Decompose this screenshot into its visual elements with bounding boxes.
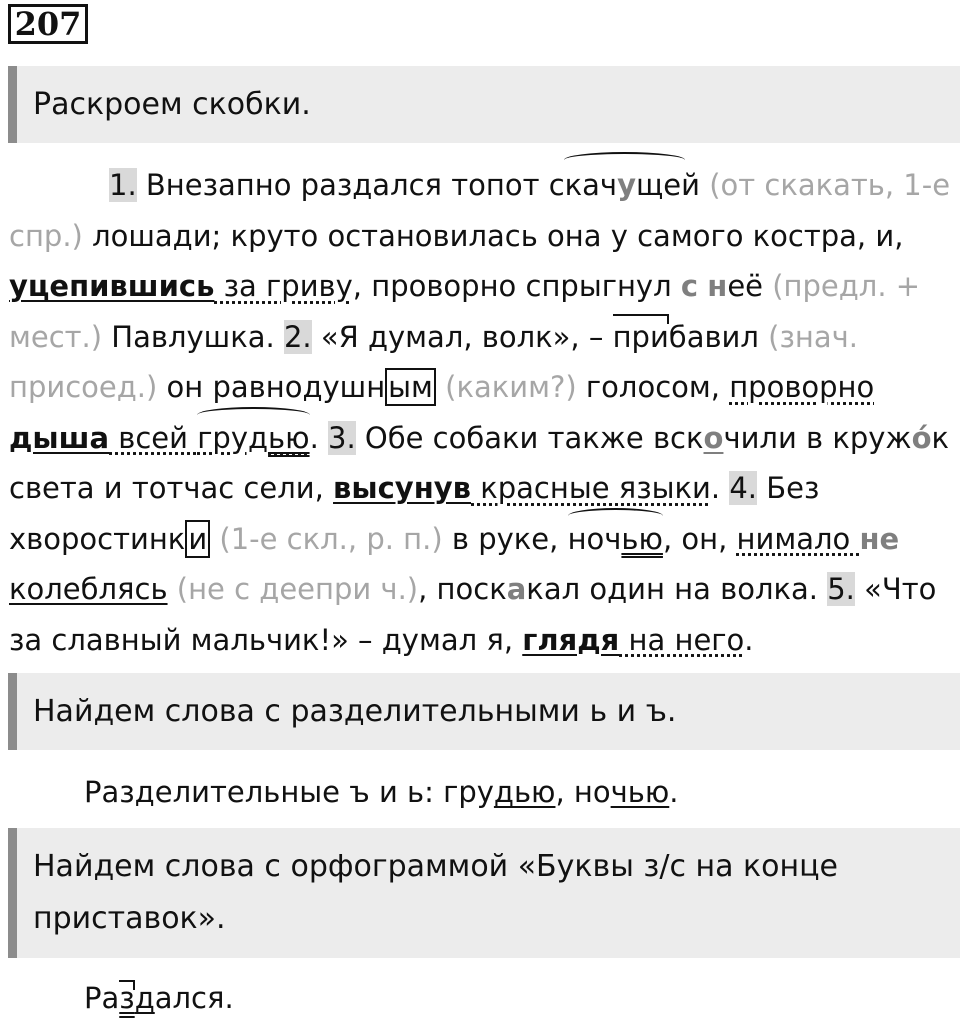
- participle-word: высунув: [333, 471, 471, 505]
- section-heading-text: Найдем слова с разделительными ь и ъ.: [33, 694, 677, 729]
- text-run: в руке,: [442, 521, 568, 556]
- text-run: за славный мальчик!» – думал я,: [9, 622, 523, 657]
- text-run: Внезапно раздался топот: [136, 168, 549, 202]
- dependent-words: красные языки: [471, 471, 711, 505]
- text-run: Без: [757, 471, 820, 505]
- vowel-highlight: о: [703, 420, 724, 455]
- vowel-highlight: а: [506, 572, 527, 606]
- grammar-note: (не с деепри ч.): [176, 572, 419, 606]
- ending-box: и: [185, 520, 210, 558]
- section-heading-text: Найдем слова с орфограммой «Буквы з/с на конце приставок».: [33, 849, 839, 936]
- participle-word: глядя: [522, 622, 620, 657]
- exercise-number: 207: [8, 4, 88, 44]
- grammar-note: (каким?): [445, 370, 577, 404]
- text-run: Ра: [84, 981, 120, 1015]
- vowel-highlight: о́: [911, 420, 932, 455]
- text-run: голосом: [576, 370, 711, 404]
- text-line-7: [9, 463, 954, 514]
- text-line-5: [9, 362, 954, 413]
- text-run: .: [744, 622, 754, 657]
- text-run: её: [727, 269, 773, 303]
- prefix-letter: з: [119, 978, 134, 1018]
- section-heading-prefixes: [8, 828, 960, 958]
- text-run: чили в круж: [723, 420, 912, 455]
- text-run: ался.: [154, 981, 234, 1015]
- text-run: , поск: [418, 572, 507, 606]
- text-run: скач: [548, 168, 618, 202]
- text-run: Разделительные ъ и ь: гру: [84, 775, 494, 809]
- word-nochyu: [568, 514, 663, 565]
- text-line-6: [9, 413, 954, 464]
- prefix-pri: [613, 312, 669, 363]
- underlined-ending: дью: [493, 775, 556, 809]
- dependent-words: на него: [619, 622, 745, 657]
- text-line-1: [9, 160, 954, 211]
- text-run: б: [668, 319, 687, 354]
- sentence-number: 4.: [729, 471, 758, 505]
- section-heading-brackets: [8, 66, 960, 143]
- text-run: при: [612, 319, 669, 354]
- grammar-note: (знач.: [768, 319, 858, 354]
- letter-n: н: [707, 269, 728, 303]
- sentence-number: 3.: [328, 420, 356, 455]
- sentence-number: 1.: [109, 168, 137, 202]
- answer-prefix: [84, 978, 234, 1018]
- word-skachushchey: [549, 160, 700, 211]
- underlined-ending: чью: [610, 775, 670, 809]
- text-run: ноч: [567, 521, 622, 556]
- text-run: [210, 522, 219, 556]
- text-run: вил: [704, 319, 769, 354]
- text-run: .: [669, 775, 679, 809]
- grammar-note: присоед.): [9, 370, 158, 404]
- soft-sign-ending: ью: [621, 521, 663, 556]
- dependent-words: проворно: [729, 370, 875, 404]
- text-line-10: [9, 615, 954, 666]
- text-run: .: [710, 471, 730, 505]
- participle-word: уцепившись: [9, 269, 215, 303]
- text-line-8: [9, 514, 954, 565]
- text-run: ,: [710, 370, 730, 404]
- dependent-words: нимало: [736, 521, 860, 556]
- section-heading-text: Раскроем скобки.: [33, 87, 311, 122]
- text-run: «Я думал, волк», –: [311, 319, 613, 354]
- text-run: [168, 572, 177, 606]
- text-run: «Что: [854, 572, 937, 606]
- exercise-text: [9, 160, 954, 665]
- word-grudyu: [197, 413, 309, 464]
- text-run: груд: [197, 420, 269, 455]
- particle-ne: не: [859, 521, 900, 556]
- soft-sign-ending: ью: [268, 420, 310, 455]
- text-run: Обе собаки также вск: [355, 420, 704, 455]
- text-run: .: [309, 420, 328, 455]
- text-run: а: [686, 319, 705, 354]
- section-heading-soft-signs: [8, 673, 960, 750]
- text-line-3: [9, 261, 954, 312]
- text-run: света и тотчас сели,: [9, 471, 334, 505]
- grammar-note: (от скакать, 1-е: [699, 168, 951, 202]
- sentence-number: 5.: [827, 572, 855, 606]
- preposition: с: [680, 269, 699, 303]
- text-run: щей: [635, 168, 700, 202]
- vowel-highlight: у: [617, 168, 636, 202]
- sentence-number: 2.: [283, 319, 312, 354]
- text-run: кал один на волка.: [526, 572, 828, 606]
- text-run: лошади; круто остановилась она у самого костра, и,: [82, 218, 904, 253]
- text-line-9: [9, 564, 954, 615]
- text-run: Павлушка.: [102, 319, 284, 354]
- text-run: [436, 370, 445, 404]
- participle-word: дыша: [9, 420, 110, 455]
- text-run: , но: [555, 775, 611, 809]
- ending-box: ым: [385, 368, 436, 406]
- grammar-note: спр.): [9, 218, 83, 253]
- text-run: он равнодушн: [157, 370, 386, 404]
- next-consonant: д: [134, 981, 155, 1015]
- text-line-4: [9, 312, 954, 363]
- grammar-note: (1-е скл., р. п.): [219, 521, 443, 556]
- text-run: [698, 269, 707, 303]
- text-run: , он,: [662, 521, 737, 556]
- answer-soft-signs: [84, 772, 678, 812]
- grammar-note: (предл. +: [772, 269, 921, 303]
- dependent-words: всей: [109, 420, 198, 455]
- text-line-2: [9, 211, 954, 262]
- text-run: к: [931, 420, 950, 455]
- grammar-note: мест.): [9, 319, 103, 354]
- dependent-words: за гриву: [214, 269, 353, 303]
- text-run: хворостинк: [9, 521, 186, 556]
- text-run: , проворно спрыгнул: [352, 269, 681, 303]
- participle-word: колеблясь: [9, 572, 168, 606]
